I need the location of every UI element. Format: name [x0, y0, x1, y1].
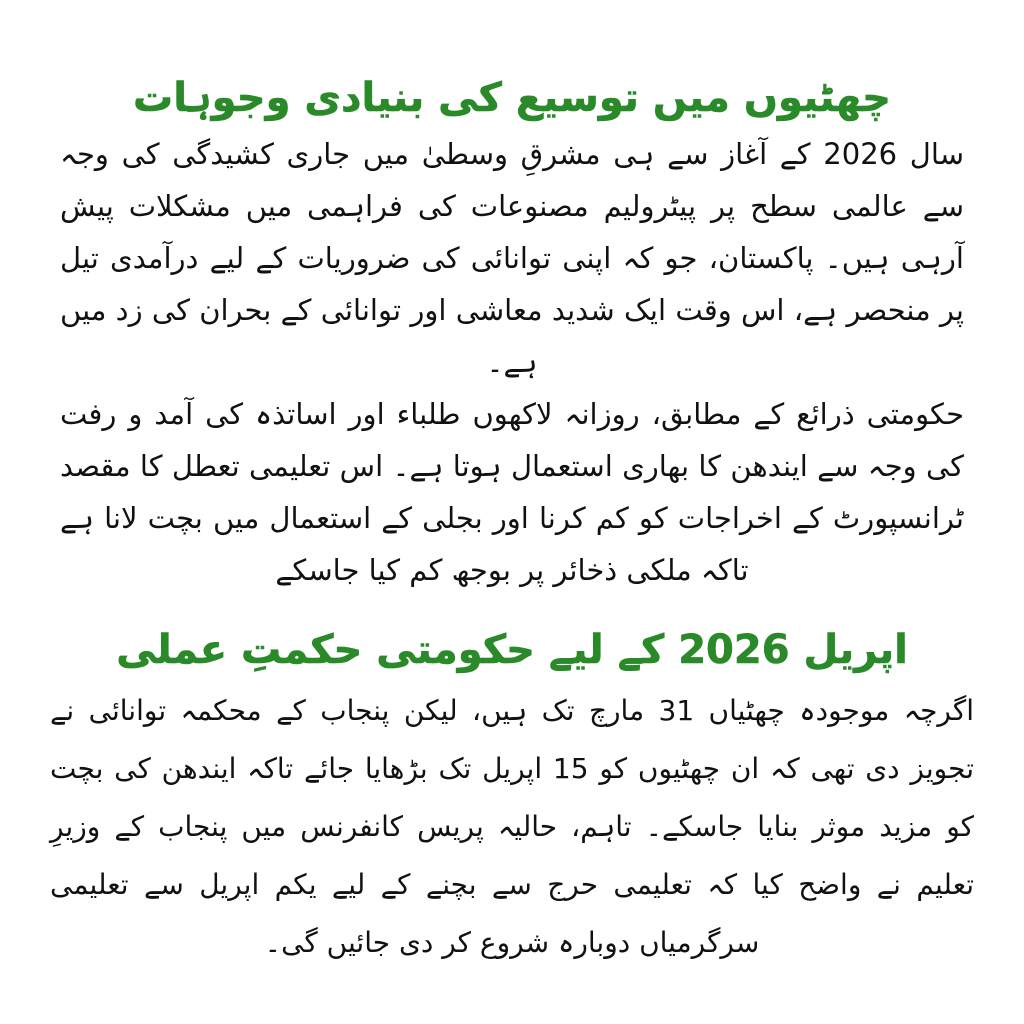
- paragraph-government-sources: حکومتی ذرائع کے مطابق، روزانہ لاکھوں طلباء اور اساتذہ کی آمد و رفت کی وجہ سے ایندھن کا بھاری استعمال ہوتا ہے۔ اس تعلیمی تعطل کا مقصد ٹرانسپورٹ کے اخراجات کو کم کرنا اور بجلی کے استعمال میں بچت لانا ہے تاکہ ملکی ذخائر پر بوجھ کم کیا جاسکے: [60, 397, 964, 587]
- section-heading-april-strategy: اپریل 2026 کے لیے حکومتی حکمتِ عملی: [116, 627, 908, 673]
- paragraph-april-plan: اگرچہ موجودہ چھٹیاں 31 مارچ تک ہیں، لیکن پنجاب کے محکمہ توانائی نے تجویز دی تھی کہ ان چھٹیوں کو 15 اپریل تک بڑھایا جائے تاکہ ایندھن کی بچت کو مزید موثر بنایا جاسکے۔ تاہم، حالیہ پریس کانفرنس میں پنجاب کے وزیرِ تعلیم نے واضح کیا کہ تعلیمی حرج سے بچنے کے لیے یکم اپریل سے تعلیمی سرگرمیاں دوبارہ شروع کر دی جائیں گی۔: [50, 694, 975, 959]
- section-heading-extension-reasons: چھٹیوں میں توسیع کی بنیادی وجوہات: [133, 75, 891, 121]
- paragraph-energy-crisis: سال 2026 کے آغاز سے ہی مشرقِ وسطیٰ میں جاری کشیدگی کی وجہ سے عالمی سطح پر پیٹرولیم مصنوعات کی فراہمی میں مشکلات پیش آرہی ہیں۔ پاکستان، جو کہ اپنی توانائی کی ضروریات کے لیے درآمدی تیل پر منحصر ہے، اس وقت ایک شدید معاشی اور توانائی کے بحران کی زد میں ہے۔: [60, 137, 964, 379]
